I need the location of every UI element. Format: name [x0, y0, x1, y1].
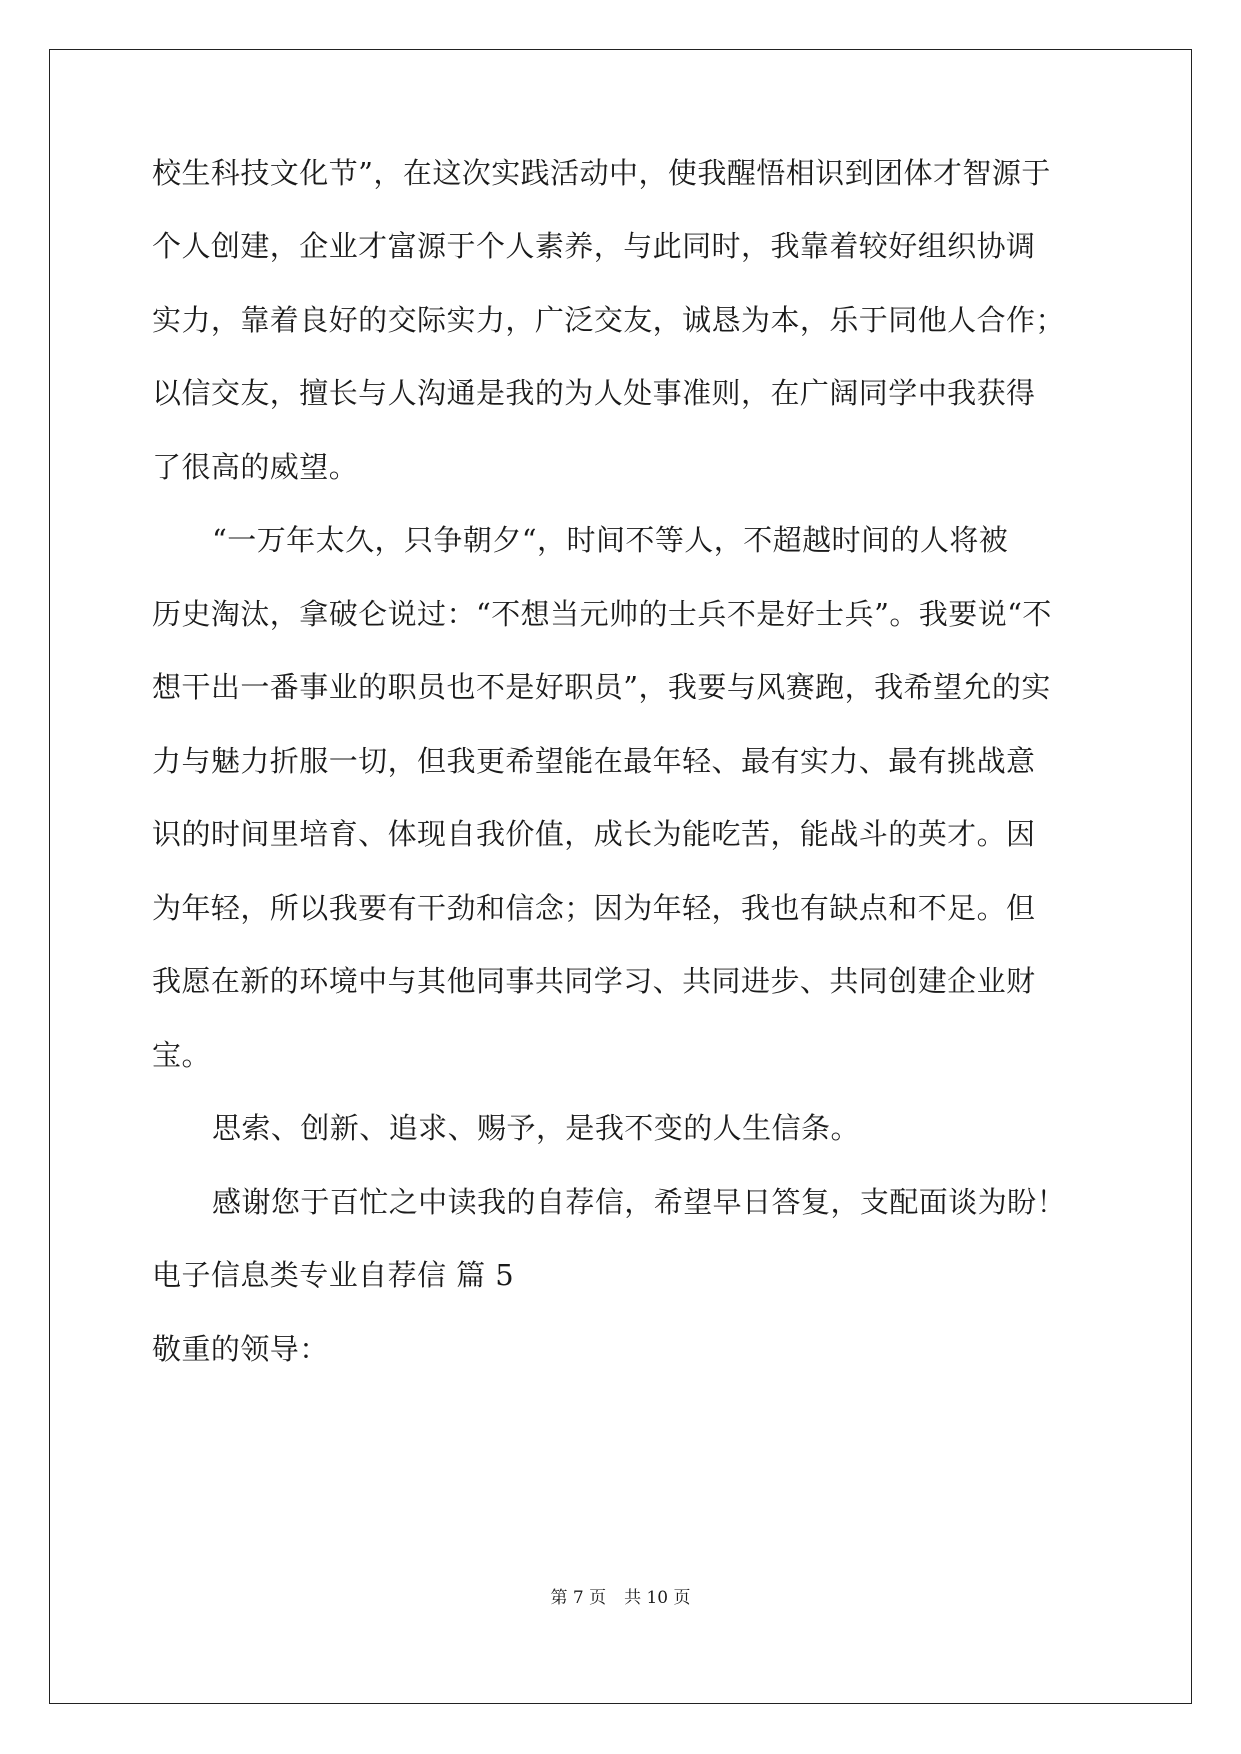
paragraph-line: 个人创建，企业才富源于个人素养，与此同时，我靠着较好组织协调: [152, 229, 1036, 263]
salutation: 敬重的领导：: [152, 1332, 329, 1366]
paragraph-line: 以信交友，擅长与人沟通是我的为人处事准则，在广阔同学中我获得: [152, 376, 1036, 410]
page-footer: [0, 1587, 1241, 1609]
page-border: [49, 49, 1192, 1704]
paragraph-line: 为年轻，所以我要有干劲和信念；因为年轻，我也有缺点和不足。但: [152, 891, 1036, 925]
paragraph-line: 感谢您于百忙之中读我的自荐信，希望早日答复，支配面谈为盼！: [212, 1185, 1067, 1219]
page-total: 共 10 页: [624, 1588, 691, 1608]
paragraph-line: 了很高的威望。: [152, 450, 359, 484]
paragraph-line: 历史淘汰，拿破仑说过：“不想当元帅的士兵不是好士兵”。我要说“不: [152, 597, 1052, 631]
paragraph-line: 宝。: [152, 1038, 211, 1072]
paragraph-line: 校生科技文化节”，在这次实践活动中，使我醒悟相识到团体才智源于: [152, 156, 1051, 190]
paragraph-line: 力与魅力折服一切，但我更希望能在最年轻、最有实力、最有挑战意: [152, 744, 1036, 778]
page-number: 第 7 页: [550, 1588, 607, 1608]
paragraph-line: 想干出一番事业的职员也不是好职员”，我要与风赛跑，我希望允的实: [152, 670, 1051, 704]
paragraph-line: “一万年太久，只争朝夕“，时间不等人，不超越时间的人将被: [212, 523, 1009, 557]
paragraph-line: 识的时间里培育、体现自我价值，成长为能吃苦，能战斗的英才。因: [152, 817, 1036, 851]
paragraph-line: 思索、创新、追求、赐予，是我不变的人生信条。: [212, 1111, 860, 1145]
paragraph-line: 我愿在新的环境中与其他同事共同学习、共同进步、共同创建企业财: [152, 964, 1036, 998]
section-heading: 电子信息类专业自荐信 篇 5: [152, 1258, 515, 1292]
paragraph-line: 实力，靠着良好的交际实力，广泛交友，诚恳为本，乐于同他人合作；: [152, 303, 1065, 337]
